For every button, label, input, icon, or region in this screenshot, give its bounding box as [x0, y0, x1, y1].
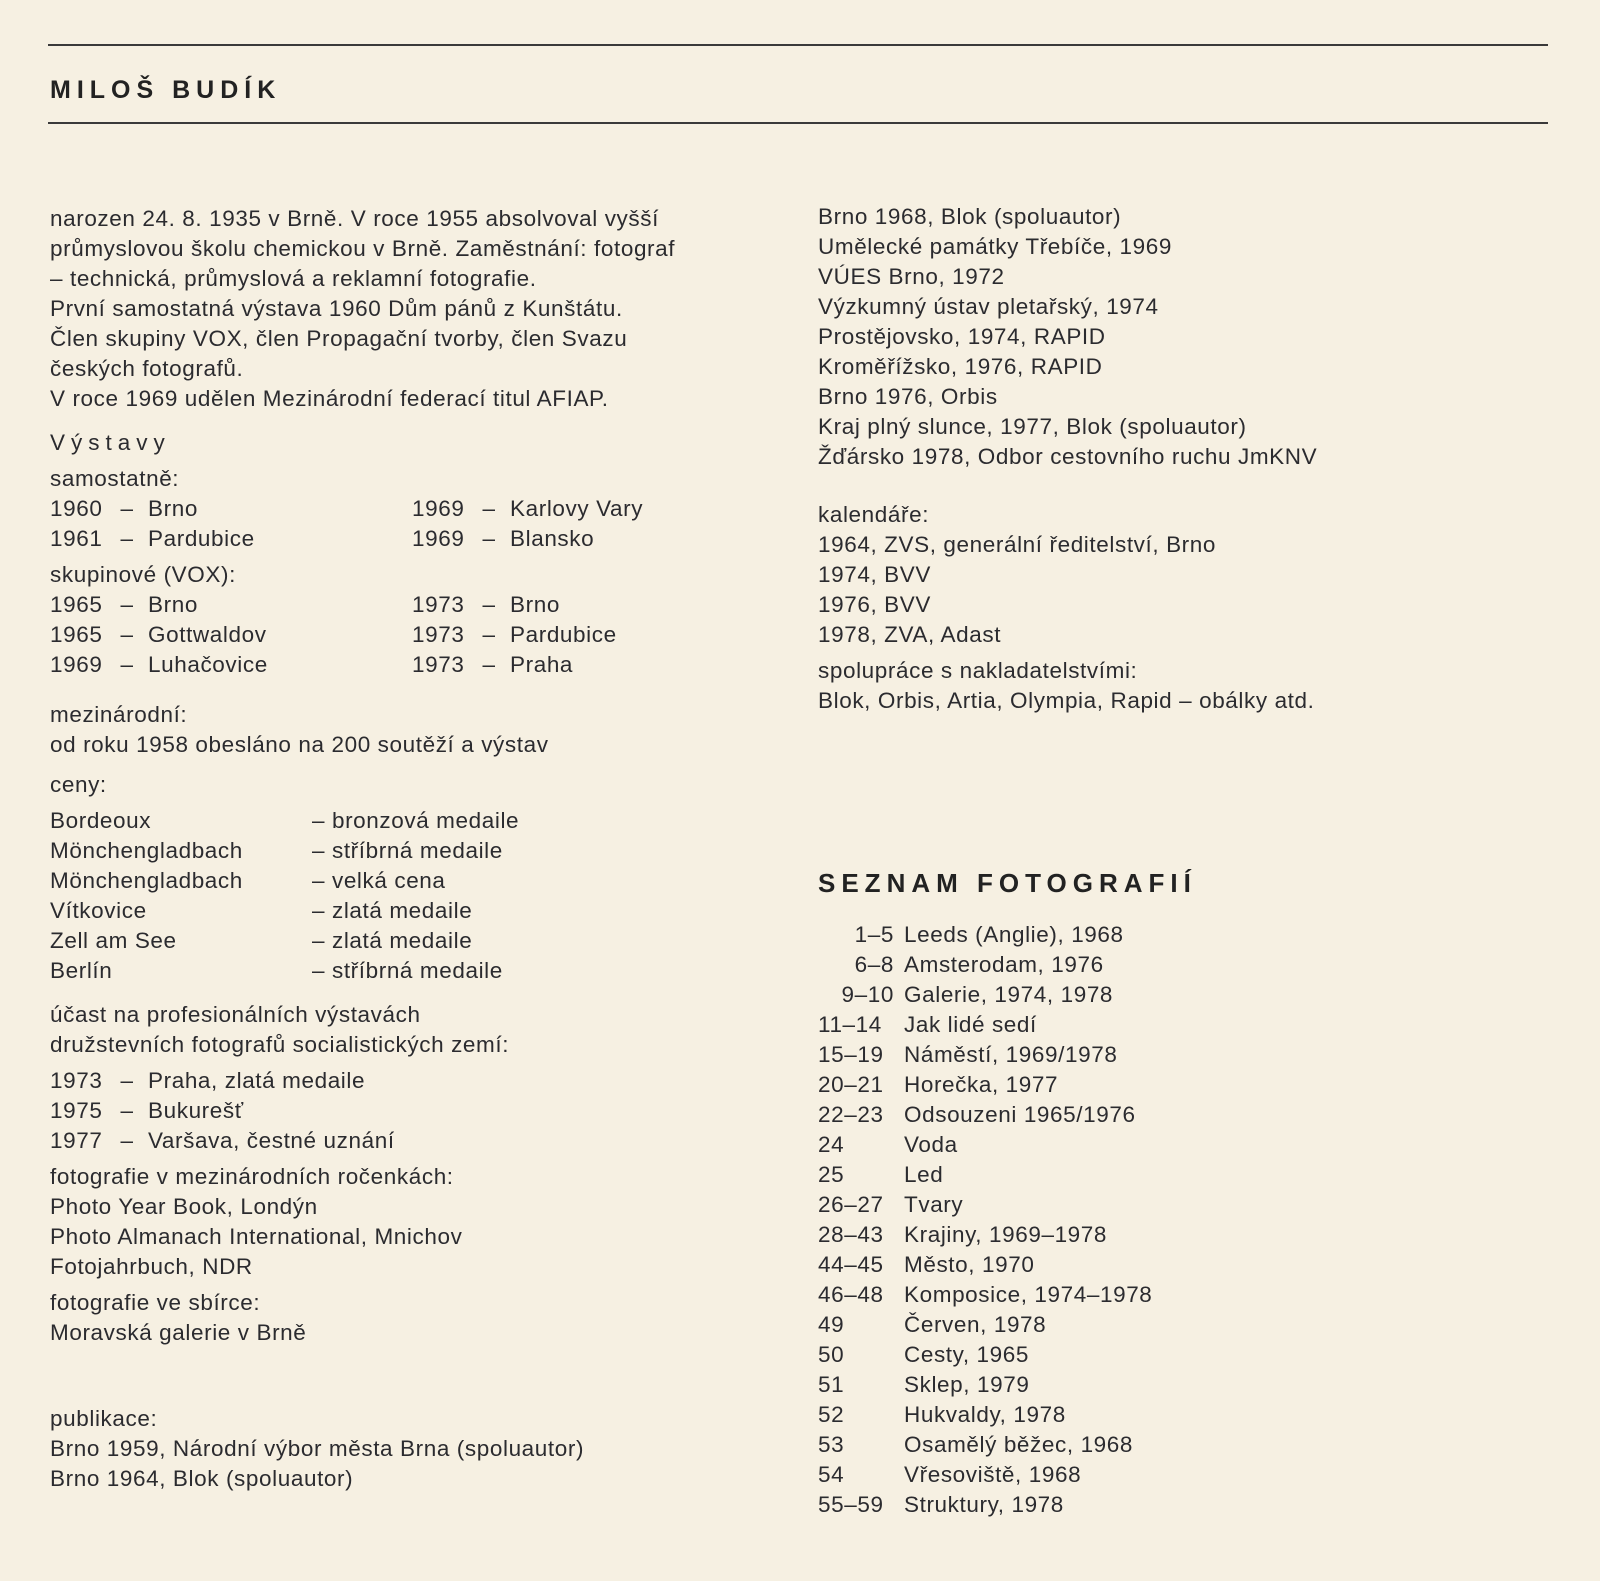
- award-item: [50, 836, 790, 866]
- photo-list-item: [818, 1040, 1538, 1070]
- result: Praha, zlatá medaile: [148, 1068, 366, 1093]
- award-item: [50, 926, 790, 956]
- photo-list-item: [818, 980, 1538, 1010]
- photo-number: 46–48: [818, 1282, 884, 1307]
- photo-title: Jak lidé sedí: [904, 1012, 1037, 1037]
- publication-item: Žďársko 1978, Odbor cestovního ruchu JmKNV: [818, 444, 1318, 469]
- place: Praha: [510, 652, 574, 677]
- photo-title: Sklep, 1979: [904, 1372, 1030, 1397]
- bio-line: českých fotografů.: [50, 356, 244, 381]
- publication-item: Brno 1959, Národní výbor města Brna (spoluautor): [50, 1436, 585, 1461]
- professional-item: [50, 1126, 790, 1156]
- award-place: Mönchengladbach: [50, 868, 243, 893]
- photo-number: 6–8: [854, 952, 894, 977]
- photo-number: 28–43: [818, 1222, 884, 1247]
- publication-item: Výzkumný ústav pletařský, 1974: [818, 294, 1159, 319]
- exhibition-item: [50, 494, 412, 524]
- year: 1975: [50, 1098, 103, 1123]
- year: 1960: [50, 496, 103, 521]
- photo-number: 11–14: [818, 1012, 882, 1037]
- author-name: MILOŠ BUDÍK: [50, 76, 282, 104]
- yearbook-item: Photo Almanach International, Mnichov: [50, 1224, 463, 1249]
- year: 1973: [412, 652, 465, 677]
- photo-number: 55–59: [818, 1492, 884, 1517]
- dash: –: [120, 652, 134, 677]
- place: Brno: [148, 592, 198, 617]
- place: Pardubice: [148, 526, 255, 551]
- photo-number: 44–45: [818, 1252, 884, 1277]
- bio-line: průmyslovou školu chemickou v Brně. Zaměstnání: fotograf: [50, 236, 676, 261]
- dash: –: [120, 496, 134, 521]
- dash: –: [482, 592, 496, 617]
- photo-list-item: [818, 1130, 1538, 1160]
- publications-label: publikace:: [50, 1406, 158, 1431]
- photo-list-item: [818, 1340, 1538, 1370]
- photo-list-item: [818, 1310, 1538, 1340]
- year: 1969: [412, 496, 465, 521]
- award-name: – stříbrná medaile: [312, 958, 503, 983]
- dash: –: [120, 1068, 134, 1093]
- calendar-item: 1964, ZVS, generální ředitelství, Brno: [818, 532, 1217, 557]
- photo-list-item: [818, 1490, 1538, 1520]
- dash: –: [482, 526, 496, 551]
- result: Bukurešť: [148, 1098, 244, 1123]
- photo-number: 51: [818, 1372, 845, 1397]
- cooperation-text: Blok, Orbis, Artia, Olympia, Rapid – obálky atd.: [818, 688, 1315, 713]
- photo-list-item: [818, 1250, 1538, 1280]
- exhibitions-heading: Výstavy: [50, 430, 171, 455]
- photo-list-item: [818, 1010, 1538, 1040]
- awards-label: ceny:: [50, 772, 107, 797]
- biography: [50, 204, 790, 414]
- photo-number: 9–10: [841, 982, 894, 1007]
- photo-list-title: SEZNAM FOTOGRAFIÍ: [818, 868, 1197, 898]
- collection-item: Moravská galerie v Brně: [50, 1320, 307, 1345]
- publication-item: Kroměřížsko, 1976, RAPID: [818, 354, 1103, 379]
- international-label: mezinárodní:: [50, 702, 188, 727]
- photo-number: 52: [818, 1402, 845, 1427]
- solo-label: samostatně:: [50, 466, 180, 491]
- exhibition-item: [50, 650, 412, 680]
- photo-list-item: [818, 920, 1538, 950]
- professional-exhibitions: [50, 1000, 790, 1156]
- photo-title: Led: [904, 1162, 944, 1187]
- collection-label: fotografie ve sbírce:: [50, 1290, 261, 1315]
- photo-list-item: [818, 1070, 1538, 1100]
- dash: –: [120, 526, 134, 551]
- photo-list: [818, 920, 1538, 1520]
- photo-title: Horečka, 1977: [904, 1072, 1059, 1097]
- photo-title: Osamělý běžec, 1968: [904, 1432, 1134, 1457]
- right-column: [818, 202, 1538, 1520]
- bio-line: – technická, průmyslová a reklamní fotografie.: [50, 266, 537, 291]
- place: Blansko: [510, 526, 595, 551]
- exhibition-item: [412, 524, 772, 554]
- calendar-item: 1974, BVV: [818, 562, 931, 587]
- exhibition-item: [50, 590, 412, 620]
- year: 1973: [412, 592, 465, 617]
- award-item: [50, 896, 790, 926]
- photo-number: 24: [818, 1132, 845, 1157]
- photo-number: 25: [818, 1162, 845, 1187]
- dash: –: [120, 1098, 134, 1123]
- place: Brno: [148, 496, 198, 521]
- award-place: Berlín: [50, 958, 113, 983]
- photo-title: Hukvaldy, 1978: [904, 1402, 1066, 1427]
- award-place: Bordeoux: [50, 808, 152, 833]
- photo-list-item: [818, 1160, 1538, 1190]
- awards-list: [50, 806, 790, 986]
- exhibition-item: [412, 494, 772, 524]
- photo-title: Náměstí, 1969/1978: [904, 1042, 1118, 1067]
- photo-list-item: [818, 1370, 1538, 1400]
- photo-title: Komposice, 1974–1978: [904, 1282, 1153, 1307]
- publication-item: Prostějovsko, 1974, RAPID: [818, 324, 1106, 349]
- award-item: [50, 866, 790, 896]
- award-name: – bronzová medaile: [312, 808, 520, 833]
- left-column: [50, 204, 790, 1494]
- year: 1961: [50, 526, 103, 551]
- photo-number: 22–23: [818, 1102, 884, 1127]
- calendars-label: kalendáře:: [818, 502, 930, 527]
- photo-title: Leeds (Anglie), 1968: [904, 922, 1124, 947]
- photo-number: 15–19: [818, 1042, 884, 1067]
- photo-number: 26–27: [818, 1192, 884, 1217]
- photo-number: 53: [818, 1432, 845, 1457]
- dash: –: [482, 622, 496, 647]
- publication-item: Umělecké památky Třebíče, 1969: [818, 234, 1172, 259]
- result: Varšava, čestné uznání: [148, 1128, 395, 1153]
- bio-line: První samostatná výstava 1960 Dům pánů z Kunštátu.: [50, 296, 623, 321]
- group-exhibitions: [50, 590, 790, 680]
- year: 1965: [50, 592, 103, 617]
- publication-item: Brno 1964, Blok (spoluautor): [50, 1466, 354, 1491]
- photo-list-item: [818, 1460, 1538, 1490]
- publication-item: Kraj plný slunce, 1977, Blok (spoluautor): [818, 414, 1247, 439]
- photo-number: 20–21: [818, 1072, 884, 1097]
- photo-title: Amsterodam, 1976: [904, 952, 1104, 977]
- photo-title: Voda: [904, 1132, 958, 1157]
- photo-list-item: [818, 1190, 1538, 1220]
- photo-title: Cesty, 1965: [904, 1342, 1029, 1367]
- bio-line: V roce 1969 udělen Mezinárodní federací titul AFIAP.: [50, 386, 609, 411]
- photo-number: 1–5: [854, 922, 894, 947]
- solo-exhibitions: [50, 494, 790, 554]
- year: 1973: [412, 622, 465, 647]
- cooperation-label: spolupráce s nakladatelstvími:: [818, 658, 1138, 683]
- bottom-rule: [48, 122, 1548, 124]
- dash: –: [120, 622, 134, 647]
- professional-text: účast na profesionálních výstavách: [50, 1002, 421, 1027]
- photo-title: Červen, 1978: [904, 1312, 1047, 1337]
- yearbook-item: Photo Year Book, Londýn: [50, 1194, 318, 1219]
- yearbook-item: Fotojahrbuch, NDR: [50, 1254, 253, 1279]
- photo-number: 49: [818, 1312, 845, 1337]
- photo-title: Tvary: [904, 1192, 964, 1217]
- publication-item: VÚES Brno, 1972: [818, 264, 1005, 289]
- award-name: – velká cena: [312, 868, 446, 893]
- professional-text: družstevních fotografů socialistických zemí:: [50, 1032, 510, 1057]
- award-name: – stříbrná medaile: [312, 838, 503, 863]
- professional-item: [50, 1096, 790, 1126]
- place: Luhačovice: [148, 652, 268, 677]
- yearbooks-label: fotografie v mezinárodních ročenkách:: [50, 1164, 454, 1189]
- top-rule: [48, 44, 1548, 46]
- dash: –: [482, 652, 496, 677]
- photo-title: Krajiny, 1969–1978: [904, 1222, 1108, 1247]
- group-label: skupinové (VOX):: [50, 562, 236, 587]
- bio-line: narozen 24. 8. 1935 v Brně. V roce 1955 absolvoval vyšší: [50, 206, 659, 231]
- award-name: – zlatá medaile: [312, 898, 473, 923]
- exhibition-item: [50, 524, 412, 554]
- calendar-item: 1976, BVV: [818, 592, 931, 617]
- photo-title: Odsouzeni 1965/1976: [904, 1102, 1136, 1127]
- photo-list-item: [818, 1400, 1538, 1430]
- year: 1973: [50, 1068, 103, 1093]
- place: Pardubice: [510, 622, 617, 647]
- exhibition-item: [50, 620, 412, 650]
- year: 1965: [50, 622, 103, 647]
- photo-list-item: [818, 1430, 1538, 1460]
- place: Gottwaldov: [148, 622, 267, 647]
- photo-title: Struktury, 1978: [904, 1492, 1064, 1517]
- year: 1969: [50, 652, 103, 677]
- photo-number: 50: [818, 1342, 845, 1367]
- award-name: – zlatá medaile: [312, 928, 473, 953]
- publication-item: Brno 1976, Orbis: [818, 384, 998, 409]
- award-item: [50, 956, 790, 986]
- exhibition-item: [412, 590, 772, 620]
- photo-title: Město, 1970: [904, 1252, 1035, 1277]
- photo-list-item: [818, 1280, 1538, 1310]
- photo-title: Galerie, 1974, 1978: [904, 982, 1114, 1007]
- exhibition-item: [412, 620, 772, 650]
- place: Karlovy Vary: [510, 496, 644, 521]
- year: 1977: [50, 1128, 103, 1153]
- professional-item: [50, 1066, 790, 1096]
- publication-item: Brno 1968, Blok (spoluautor): [818, 204, 1122, 229]
- year: 1969: [412, 526, 465, 551]
- photo-number: 54: [818, 1462, 845, 1487]
- photo-title: Vřesoviště, 1968: [904, 1462, 1082, 1487]
- dash: –: [120, 1128, 134, 1153]
- dash: –: [482, 496, 496, 521]
- award-place: Zell am See: [50, 928, 177, 953]
- award-place: Vítkovice: [50, 898, 147, 923]
- calendar-item: 1978, ZVA, Adast: [818, 622, 1002, 647]
- dash: –: [120, 592, 134, 617]
- award-item: [50, 806, 790, 836]
- photo-list-item: [818, 1100, 1538, 1130]
- award-place: Mönchengladbach: [50, 838, 243, 863]
- photo-list-item: [818, 950, 1538, 980]
- photo-list-item: [818, 1220, 1538, 1250]
- place: Brno: [510, 592, 560, 617]
- bio-line: Člen skupiny VOX, člen Propagační tvorby, člen Svazu: [50, 326, 628, 351]
- exhibition-item: [412, 650, 772, 680]
- international-text: od roku 1958 obesláno na 200 soutěží a výstav: [50, 732, 549, 757]
